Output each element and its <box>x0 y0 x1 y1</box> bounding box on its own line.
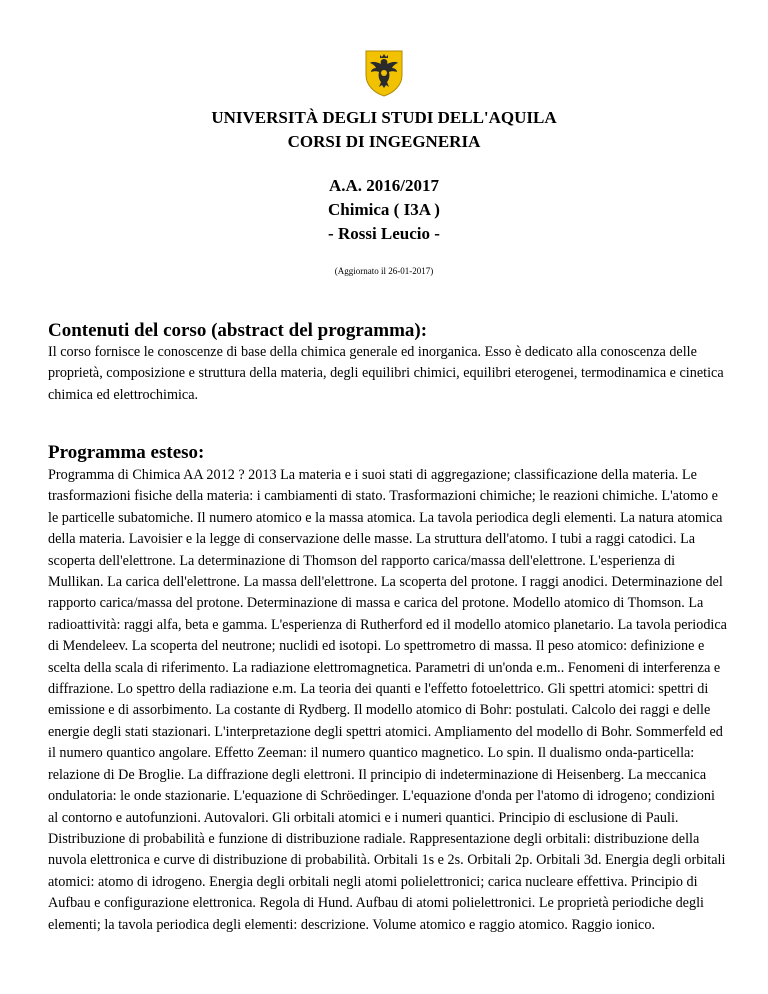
university-name: UNIVERSITÀ DEGLI STUDI DELL'AQUILA <box>211 108 557 127</box>
course-info <box>0 174 768 246</box>
course-name: Chimica ( I3A ) <box>328 200 440 219</box>
abstract-body: Il corso fornisce le conoscenze di base della chimica generale ed inorganica. Esso è dedicato alla conoscenza delle proprietà, composizione e struttura della materia, degli equilibri chimici, equilibri eterogenei, termodinamica e cinetica chimica ed elettrochimica. <box>48 344 724 403</box>
updated-date: (Aggiornato il 26-01-2017) <box>334 266 434 276</box>
academic-year: A.A. 2016/2017 <box>328 176 440 195</box>
abstract-title: Contenuti del corso (abstract del programma): <box>48 320 428 341</box>
faculty-name: CORSI DI INGEGNERIA <box>287 132 481 151</box>
document-header <box>0 106 768 154</box>
eagle-crest-icon <box>363 49 405 97</box>
university-logo <box>363 49 405 97</box>
teacher-name: - Rossi Leucio - <box>328 224 440 243</box>
extended-program-body: Programma di Chimica AA 2012 ? 2013 La materia e i suoi stati di aggregazione; classificazione della materia. Le trasformazioni fisiche della materia: i cambiamenti di stato. Trasformazioni chimiche; le reazioni chimiche. L'atomo e le particelle subatomiche. Il numero atomico e la massa atomica. La tavola periodica degli elementi. La natura atomica della materia. Lavoisier e la legge di conservazione delle masse. La struttura dell'atomo. I tubi a raggi catodici. La scoperta dell'elettrone. La determinazione di Thomson del rapporto carica/massa dell'elettrone. L'esperienza di Mullikan. La carica dell'elettrone. La massa dell'elettrone. La scoperta del protone. I raggi anodici. Determinazione del rapporto carica/massa del protone. Determinazione di massa e carica del protone. Modello atomico di Thomson. La radioattività: raggi alfa, beta e gamma. L'esperienza di Rutherford ed il modello atomico planetario. La tavola periodica di Mendeleev. La scoperta del neutrone; nuclidi ed isotopi. Lo spettrometro di massa. Il peso atomico: definizione e scelta della scala di riferimento. La radiazione elettromagnetica. Parametri di un'onda e.m.. Fenomeni di interferenza e diffrazione. Lo spettro della radiazione e.m. La teoria dei quanti e l'effetto fotoelettrico. Gli spettri atomici: spettri di emissione e di assorbimento. La costante di Rydberg. Il modello atomico di Bohr: postulati. Calcolo dei raggi e delle energie degli stati stazionari. L'interpretazione degli spettri atomici. Ampliamento del modello di Bohr. Sommerfeld ed il numero quantico angolare. Effetto Zeeman: il numero quantico magnetico. Lo spin. Il dualismo onda-particella: relazione di De Broglie. La diffrazione degli elettroni. Il principio di indeterminazione di Heisenberg. La meccanica ondulatoria: le onde stazionarie. L'equazione di Schröedinger. L'equazione d'onda per l'atomo di idrogeno; condizioni al contorno e autofunzioni. Autovalori. Gli orbitali atomici e i numeri quantici. Principio di esclusione di Pauli. Distribuzione di probabilità e funzione di distribuzione radiale. Rappresentazione degli orbitali: distribuzione della nuvola elettronica e curve di distribuzione di probabilità. Orbitali 1s e 2s. Orbitali 2p. Orbitali 3d. Energia degli orbitali atomici: atomo di idrogeno. Energia degli orbitali negli atomi polielettronici; carica nucleare effettiva. Principio di Aufbau e configurazione elettronica. Regola di Hund. Aufbau di atomi polielettronici. Le proprietà periodiche degli elementi; la tavola periodica degli elementi: descrizione. Volume atomico e raggio atomico. Raggio ionico. <box>48 467 727 933</box>
extended-program-title: Programma esteso: <box>48 442 205 463</box>
